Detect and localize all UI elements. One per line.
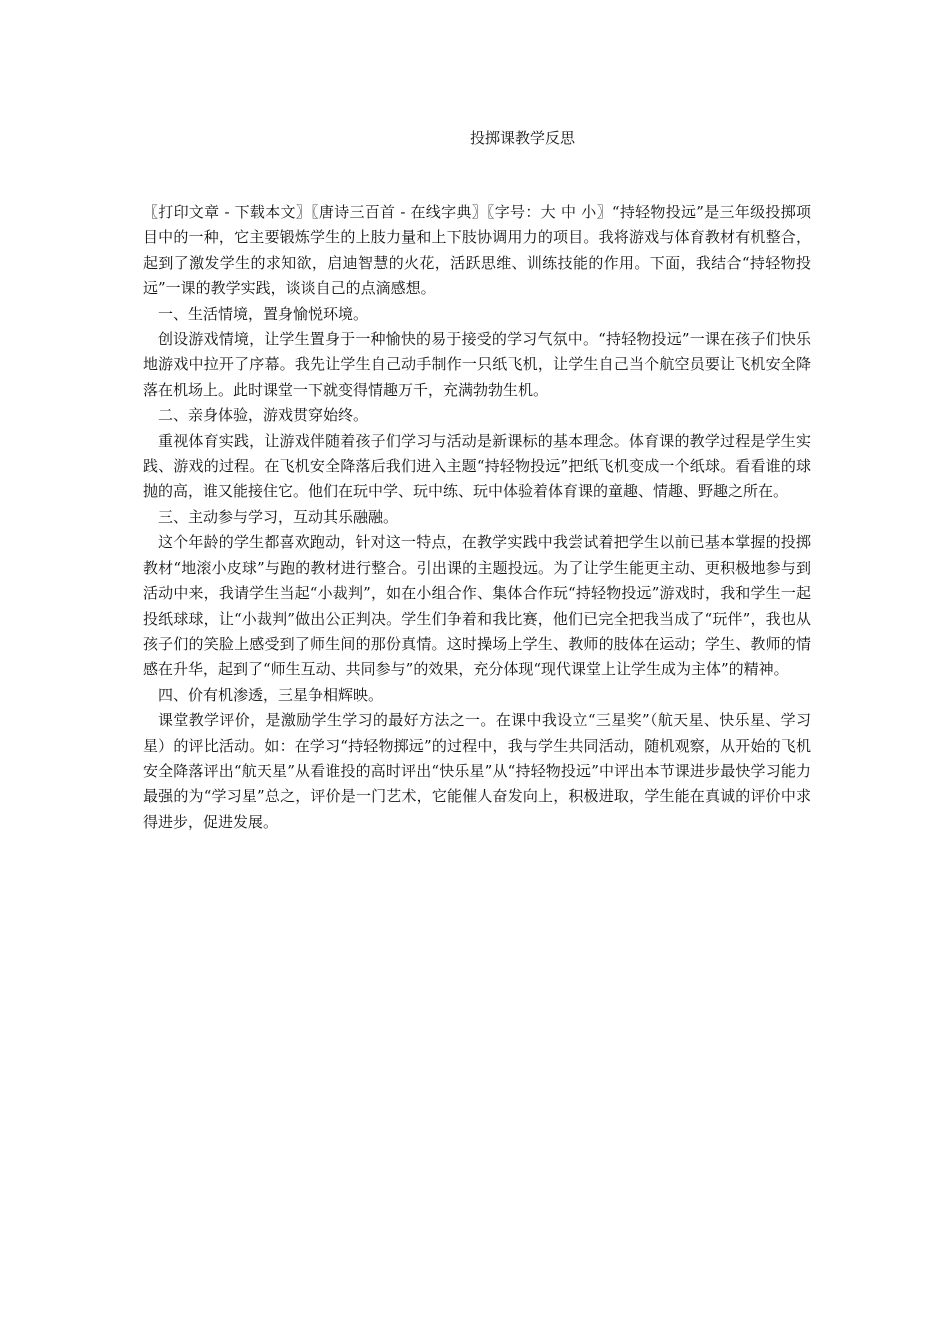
- section-heading-2: 二、亲身体验，游戏贯穿始终。: [158, 406, 369, 425]
- document-body: [143, 200, 811, 835]
- section-paragraph-3: 这个年龄的学生都喜欢跑动，针对这一特点，在教学实践中我尝试着把学生以前已基本掌握的投掷教材“地滚小皮球”与跑的教材进行整合。引出课的主题投远。为了让学生能更主动、更积极地参与到活动中来，我请学生当起“小裁判”，如在小组合作、集体合作玩“持轻物投远”游戏时，我和学生一起投纸球球，让“小裁判”做出公正判决。学生们争着和我比赛，他们已完全把我当成了“玩伴”，我也从孩子们的笑脸上感受到了师生间的那份真情。这时操场上学生、教师的肢体在运动；学生、教师的情感在升华，起到了“师生互动、共同参与”的效果，充分体现“现代课堂上让学生成为主体”的精神。: [143, 533, 811, 679]
- section-heading-1: 一、生活情境，置身愉悦环境。: [158, 304, 369, 323]
- intro-paragraph: 〖打印文章 - 下载本文〗〖唐诗三百首 - 在线字典〗〖字号：大 中 小〗“持轻物投远”是三年级投掷项目中的一种，它主要锻炼学生的上肢力量和上下肢协调用力的项目。我将游戏与体育教材有机整合，起到了激发学生的求知欲，启迪智慧的火花，活跃思维、训练技能的作用。下面，我结合“持轻物投远”一课的教学实践，谈谈自己的点滴感想。: [143, 203, 811, 298]
- section-paragraph-1: 创设游戏情境，让学生置身于一种愉快的易于接受的学习气氛中。“持轻物投远”一课在孩子们快乐地游戏中拉开了序幕。我先让学生自己动手制作一只纸飞机，让学生自己当个航空员要让飞机安全降落在机场上。此时课堂一下就变得情趣万千，充满勃勃生机。: [143, 330, 811, 399]
- section-paragraph-2: 重视体育实践，让游戏伴随着孩子们学习与活动是新课标的基本理念。体育课的教学过程是学生实践、游戏的过程。在飞机安全降落后我们进入主题“持轻物投远”把纸飞机变成一个纸球。看看谁的球抛的高，谁又能接住它。他们在玩中学、玩中练、玩中体验着体育课的童趣、情趣、野趣之所在。: [143, 431, 811, 501]
- section-heading-3: 三、主动参与学习，互动其乐融融。: [158, 507, 399, 526]
- document-title: 投掷课教学反思: [470, 129, 576, 147]
- section-paragraph-4: 课堂教学评价，是激励学生学习的最好方法之一。在课中我设立“三星奖”（航天星、快乐星、学习星）的评比活动。如：在学习“持轻物掷远”的过程中，我与学生共同活动，随机观察，从开始的飞机安全降落评出“航天星”从看谁投的高时评出“快乐星”从“持轻物投远”中评出本节课进步最快学习能力最强的为“学习星”总之，评价是一门艺术，它能催人奋发向上，积极进取，学生能在真诚的评价中求得进步，促进发展。: [143, 711, 811, 831]
- section-heading-4: 四、价有机渗透，三星争相辉映。: [158, 685, 384, 704]
